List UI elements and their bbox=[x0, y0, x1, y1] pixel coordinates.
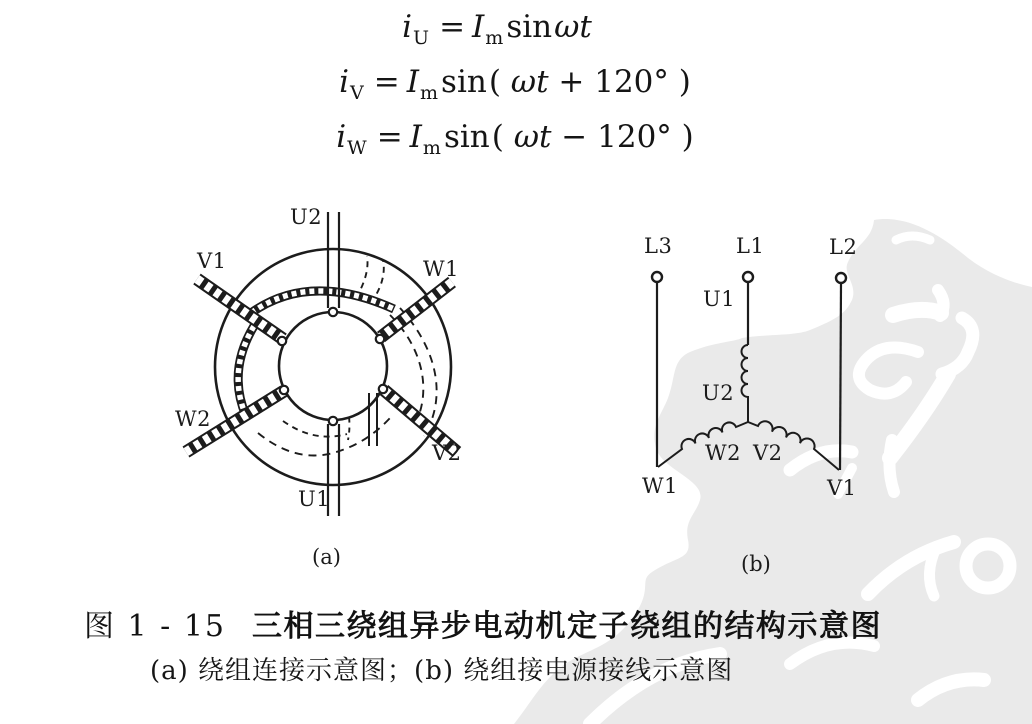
label-wye-v2: V2 bbox=[753, 441, 783, 465]
eq-variable: i bbox=[336, 119, 347, 155]
terminal-circle-l3 bbox=[652, 272, 662, 282]
figure-title: 三相三绕组异步电动机定子绕组的结构示意图 bbox=[252, 609, 883, 644]
eq-amplitude: I bbox=[409, 119, 422, 155]
eq-amp-subscript: m bbox=[485, 27, 504, 49]
eq-amp-subscript: m bbox=[422, 137, 441, 159]
label-wye-w1: W1 bbox=[642, 474, 678, 498]
terminal-circle-l1 bbox=[743, 272, 753, 282]
eq-subscript: V bbox=[350, 82, 364, 104]
label-stator-w1: W1 bbox=[423, 257, 459, 281]
label-wye-u2: U2 bbox=[702, 381, 735, 405]
chain-end-turn-arc-left bbox=[238, 326, 254, 416]
open-paren: ( bbox=[491, 119, 514, 155]
label-line-l3: L3 bbox=[644, 234, 673, 258]
close-paren: ) bbox=[671, 119, 694, 155]
label-wye-w2: W2 bbox=[705, 441, 741, 465]
eq-variable: i bbox=[402, 9, 413, 45]
label-wye-u1: U1 bbox=[703, 287, 736, 311]
eq-subscript: U bbox=[413, 27, 430, 49]
equation-iu bbox=[272, 0, 722, 55]
sin-function: sin bbox=[441, 64, 487, 100]
eq-amp-subscript: m bbox=[420, 82, 439, 104]
winding-band-v1 bbox=[197, 279, 283, 339]
watermark-gray-blob bbox=[514, 219, 1032, 724]
rotor-bore-circle bbox=[279, 312, 387, 420]
equation-iv bbox=[290, 55, 740, 110]
equals-sign: = bbox=[373, 64, 400, 100]
label-line-l2: L2 bbox=[829, 235, 858, 259]
equals-sign: = bbox=[439, 9, 466, 45]
eq-subscript: W bbox=[347, 137, 367, 159]
figure-subcaption: (a) 绕组连接示意图；(b) 绕组接电源接线示意图 bbox=[150, 656, 734, 686]
label-wye-v1: V1 bbox=[827, 476, 857, 500]
eq-argument: ωt bbox=[513, 119, 552, 155]
label-stator-v2: V2 bbox=[432, 441, 462, 465]
sublabel-b: (b) bbox=[741, 552, 771, 576]
terminal-circle-l2 bbox=[836, 273, 846, 283]
label-stator-u1: U1 bbox=[298, 487, 331, 511]
sin-function: sin bbox=[506, 9, 553, 45]
phase-shift: − 120° bbox=[551, 119, 672, 155]
figure-number: 图 1 - 15 bbox=[84, 609, 227, 644]
equation-block bbox=[290, 0, 740, 165]
close-paren: ) bbox=[668, 64, 691, 100]
sublabel-a: (a) bbox=[312, 545, 341, 569]
eq-argument: ωt bbox=[510, 64, 549, 100]
eq-amplitude: I bbox=[472, 9, 485, 45]
sin-function: sin bbox=[443, 119, 490, 155]
equation-iw bbox=[290, 110, 740, 165]
label-stator-v1: V1 bbox=[197, 249, 227, 273]
equals-sign: = bbox=[376, 119, 403, 155]
figure-caption bbox=[84, 601, 882, 645]
chain-end-turn-arc-top bbox=[251, 291, 394, 313]
eq-amplitude: I bbox=[406, 64, 420, 100]
phase-shift: + 120° bbox=[548, 64, 669, 100]
eq-argument: ωt bbox=[554, 9, 592, 45]
wire-l2 bbox=[840, 284, 841, 471]
label-stator-u2: U2 bbox=[290, 205, 323, 229]
eq-variable: i bbox=[339, 64, 350, 100]
watermark bbox=[514, 219, 1032, 724]
label-line-l1: L1 bbox=[736, 234, 765, 258]
label-stator-w2: W2 bbox=[175, 407, 211, 431]
open-paren: ( bbox=[488, 64, 511, 100]
